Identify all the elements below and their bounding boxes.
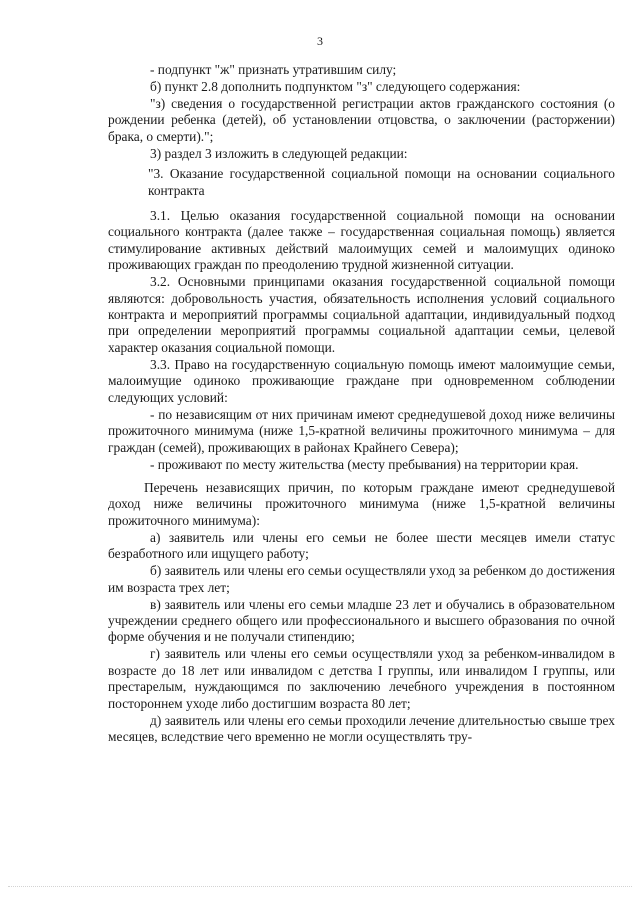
document-body — [108, 62, 615, 746]
paragraph-reasons-list: Перечень независящих причин, по которым граждане имеют среднедушевой доход ниже величины прожиточного минимума (ниже 1,5-кратной величины прожиточного минимума): — [108, 479, 615, 528]
reason-g: г) заявитель или члены его семьи осуществляли уход за ребенком-инвалидом в возрасте до 18 лет или инвалидом с детства I группы, или инвалидом I группы, или престарелым, нуждающимся по заключению лечебного учреждения в постоянном постороннем уходе либо достигшим возраста 80 лет; — [108, 646, 615, 711]
reason-a: а) заявитель или члены его семьи не более шести месяцев имели статус безработного или ищущего работу; — [108, 529, 615, 562]
reason-v: в) заявитель или члены его семьи младше 23 лет и обучались в образовательном учреждении среднего общего или профессионального и высшего образования по очной форме обучения и не получали стипендию; — [108, 596, 615, 645]
paragraph-subpoint-z: "з) сведения о государственной регистрации актов гражданского состояния (о рождении ребенка (детей), об установлении отцовства, о заключении (расторжении) брака, о смерти)."; — [108, 96, 615, 144]
paragraph-item-b: б) пункт 2.8 дополнить подпунктом "з" следующего содержания: — [150, 79, 521, 94]
paragraph-3-2: 3.2. Основными принципами оказания государственной социальной помощи являются: добровольность участия, обязательность исполнения условий социального контракта и мероприятий программы социальной адаптации, индивидуальный подход при определении мероприятий программы социальной адаптации семьи, целевой характер оказания социальной помощи. — [108, 274, 615, 355]
reason-b: б) заявитель или члены его семьи осуществляли уход за ребенком до достижения им возраста трех лет; — [108, 563, 615, 595]
reason-d: д) заявитель или члены его семьи проходили лечение длительностью свыше трех месяцев, вследствие чего временно не могли осуществлять тру- — [108, 712, 615, 744]
condition-residence: - проживают по месту жительства (месту пребывания) на территории края. — [150, 456, 579, 472]
paragraph-item-3: 3) раздел 3 изложить в следующей редакции: — [150, 145, 408, 161]
paragraph-3-3: 3.3. Право на государственную социальную помощь имеют малоимущие семьи, малоимущие одиноко проживающие граждане при одновременном соблюдении следующих условий: — [108, 356, 615, 405]
scan-edge-divider — [8, 882, 632, 887]
section-heading: "3. Оказание государственной социальной помощи на основании социального контракта — [148, 166, 615, 198]
paragraph-subpoint-zh: - подпункт "ж" признать утратившим силу; — [150, 62, 397, 77]
page-number: 3 — [317, 34, 323, 48]
paragraph-3-1: 3.1. Целью оказания государственной социальной помощи на основании социального контракта (далее также – государственная социальная помощь) является стимулирование активных действий малоимущих семей и малоимущих одиноко проживающих граждан по преодолению трудной жизненной ситуации. — [108, 208, 615, 273]
condition-income: - по независящим от них причинам имеют среднедушевой доход ниже величины прожиточного минимума (ниже 1,5-кратной величины прожиточного минимума – для граждан (семей), проживающих в районах Крайнего Севера); — [108, 406, 615, 455]
